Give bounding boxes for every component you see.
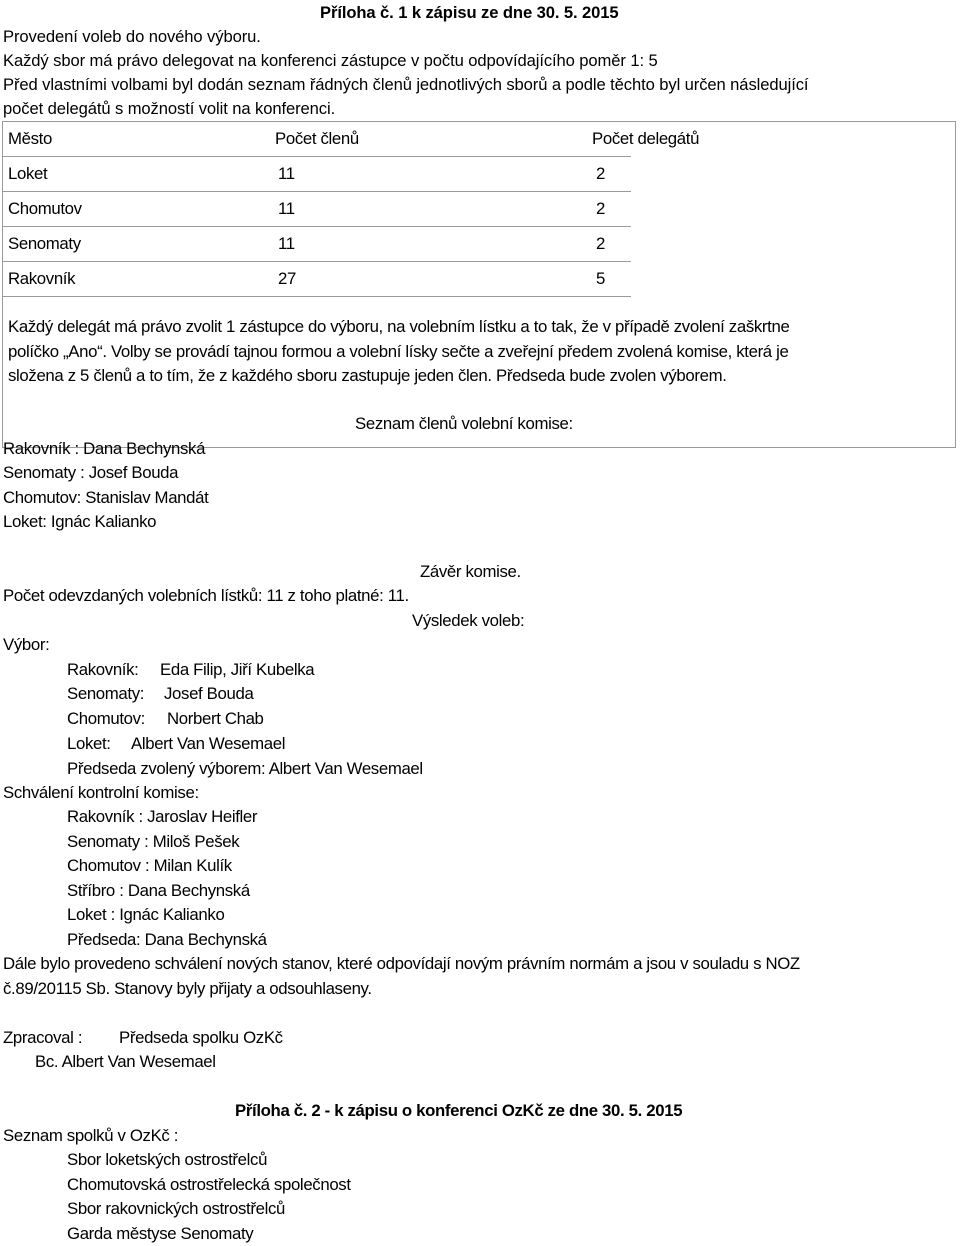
cell-town: Rakovník (8, 269, 76, 288)
clubs-list-label: Seznam spolků v OzKč : (3, 1126, 179, 1145)
table-divider (3, 156, 631, 157)
rules-line-3: složena z 5 členů a to tím, že z každého sboru zastupuje jeden člen. Předseda bude zvolen výborem. (8, 366, 727, 385)
board-member-names: Josef Bouda (164, 684, 254, 703)
table-divider (3, 191, 631, 192)
commission-member: Senomaty : Josef Bouda (3, 463, 179, 482)
club-item: Garda městyse Senomaty (67, 1224, 254, 1243)
cell-members: 11 (278, 199, 295, 218)
attachment-2-title: Příloha č. 2 - k zápisu o konferenci OzKč ze dne 30. 5. 2015 (235, 1101, 683, 1120)
cell-delegates: 2 (596, 164, 605, 183)
cell-town: Loket (8, 164, 48, 183)
cell-delegates: 5 (596, 269, 605, 288)
board-member-town: Loket: (67, 734, 111, 753)
rules-line-1: Každý delegát má právo zvolit 1 zástupce do výboru, na volebním lístku a to tak, že v případě zvolení zaškrtne (8, 317, 790, 336)
cell-town: Chomutov (8, 199, 82, 218)
club-item: Sbor rakovnických ostrostřelců (67, 1199, 285, 1218)
statutes-line-2: č.89/20115 Sb. Stanovy byly přijaty a odsouhlaseny. (3, 979, 372, 998)
control-member: Stříbro : Dana Bechynská (67, 881, 250, 900)
board-member-town: Senomaty: (67, 684, 145, 703)
board-member-names: Norbert Chab (167, 709, 264, 728)
conclusion-title: Závěr komise. (420, 562, 521, 581)
control-member: Senomaty : Miloš Pešek (67, 832, 240, 851)
board-chair: Předseda zvolený výborem: Albert Van Wesemael (67, 759, 423, 778)
board-member-names: Albert Van Wesemael (131, 734, 286, 753)
cell-members: 27 (278, 269, 296, 288)
board-member-names: Eda Filip, Jiří Kubelka (160, 660, 315, 679)
commission-member: Loket: Ignác Kalianko (3, 512, 157, 531)
commission-title: Seznam členů volební komise: (355, 414, 573, 433)
table-divider (3, 261, 631, 262)
control-label: Schválení kontrolní komise: (3, 783, 199, 802)
commission-member: Chomutov: Stanislav Mandát (3, 488, 209, 507)
cell-delegates: 2 (596, 234, 605, 253)
cell-members: 11 (278, 164, 295, 183)
club-item: Chomutovská ostrostřelecká společnost (67, 1175, 351, 1194)
table-divider (3, 296, 631, 297)
control-member: Chomutov : Milan Kulík (67, 856, 232, 875)
intro-line-4: počet delegátů s možností volit na konferenci. (3, 99, 336, 118)
board-label: Výbor: (3, 635, 50, 654)
control-member: Loket : Ignác Kalianko (67, 905, 225, 924)
club-item: Sbor loketských ostrostřelců (67, 1150, 268, 1169)
delegates-box (2, 121, 956, 448)
table-divider (3, 226, 631, 227)
control-member: Rakovník : Jaroslav Heifler (67, 807, 258, 826)
rules-line-2: políčko „Ano“. Volby se provádí tajnou formou a volební lísky sečte a zveřejní předem zvolená komise, která je (8, 342, 789, 361)
ballots-count: Počet odevzdaných volebních lístků: 11 z toho platné: 11. (3, 586, 409, 605)
intro-line-1: Provedení voleb do nového výboru. (3, 27, 261, 46)
signature-role: Předseda spolku OzKč (119, 1028, 283, 1047)
attachment-1-title: Příloha č. 1 k zápisu ze dne 30. 5. 2015 (320, 3, 619, 22)
cell-delegates: 2 (596, 199, 605, 218)
signature-name: Bc. Albert Van Wesemael (35, 1052, 216, 1071)
signature-label: Zpracoval : (3, 1028, 83, 1047)
control-chair: Předseda: Dana Bechynská (67, 930, 267, 949)
header-town: Město (8, 129, 52, 148)
intro-line-2: Každý sbor má právo delegovat na konferenci zástupce v počtu odpovídajícího poměr 1: 5 (3, 51, 658, 70)
cell-town: Senomaty (8, 234, 81, 253)
header-delegates: Počet delegátů (592, 129, 700, 148)
cell-members: 11 (278, 234, 295, 253)
commission-member: Rakovník : Dana Bechynská (3, 439, 206, 458)
statutes-line-1: Dále bylo provedeno schválení nových stanov, které odpovídají novým právním normám a jsou v souladu s NOZ (3, 954, 800, 973)
board-member-town: Rakovník: (67, 660, 139, 679)
header-members: Počet členů (275, 129, 359, 148)
intro-line-3: Před vlastními volbami byl dodán seznam řádných členů jednotlivých sborů a podle těchto byl určen následující (3, 75, 809, 94)
result-title: Výsledek voleb: (412, 611, 525, 630)
board-member-town: Chomutov: (67, 709, 145, 728)
